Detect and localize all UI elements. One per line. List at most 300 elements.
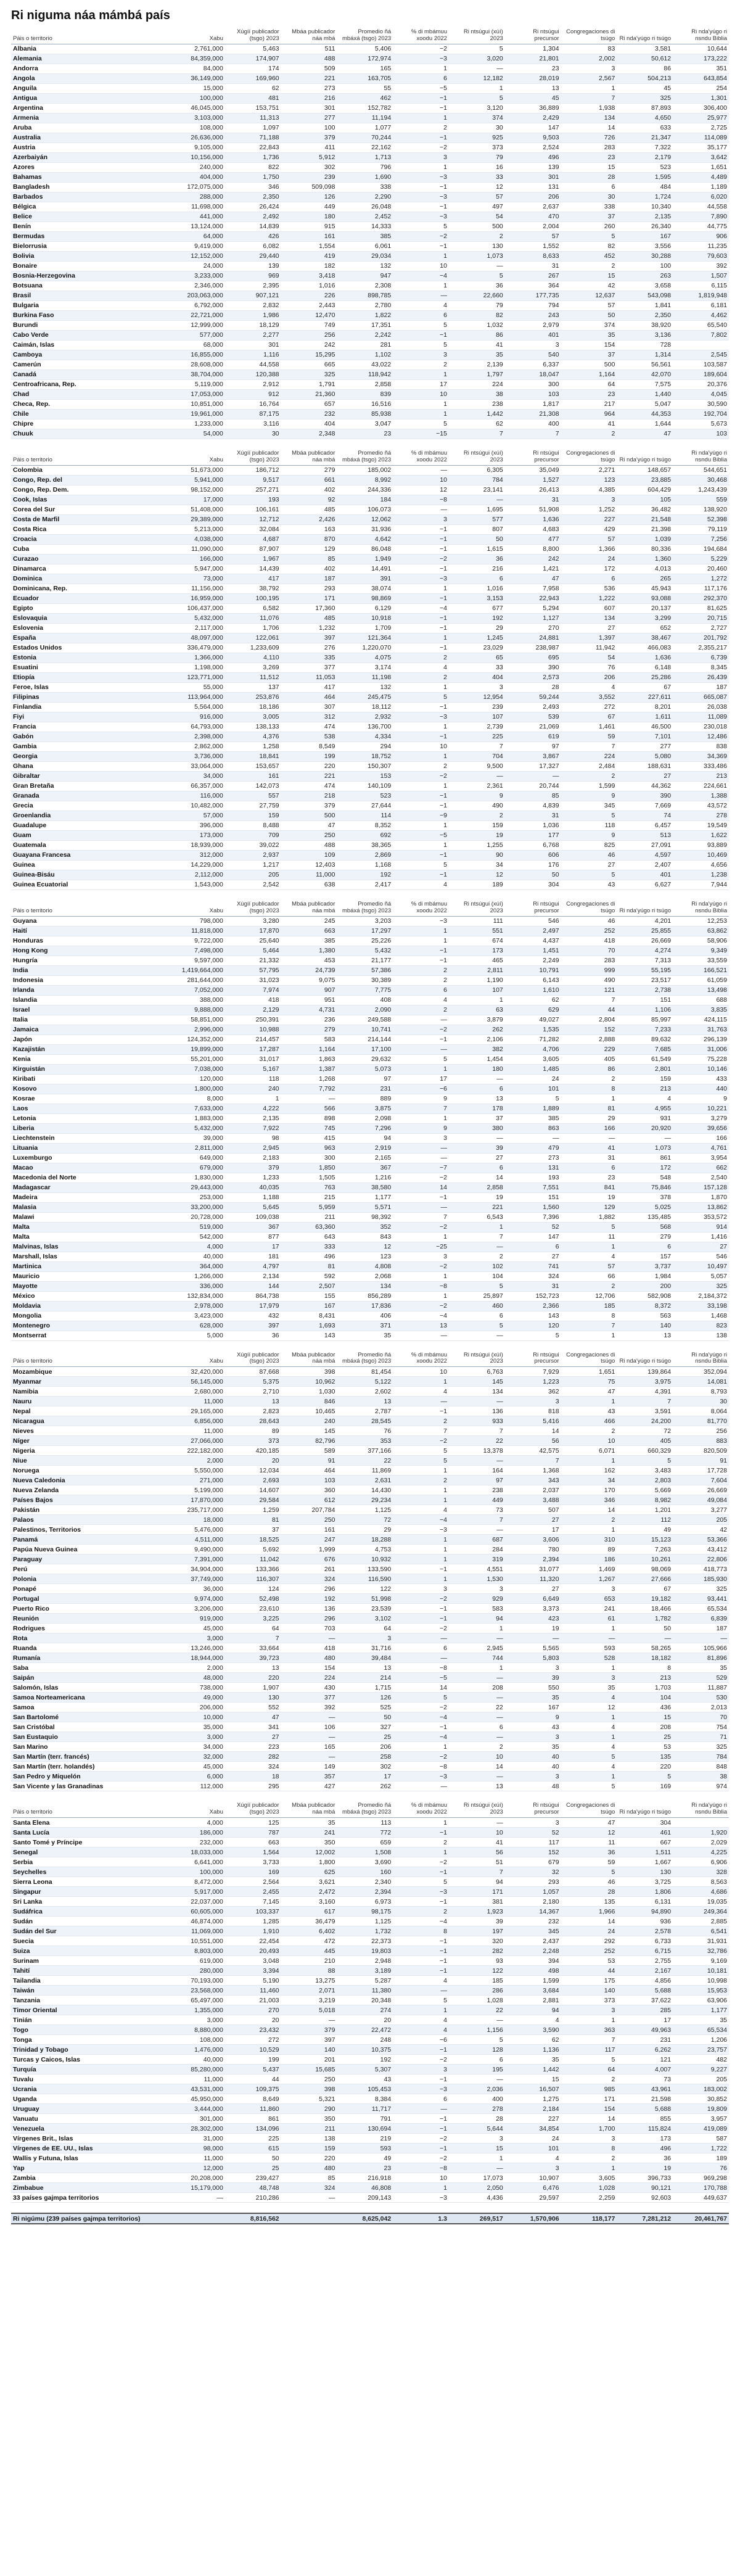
table-cell: 889 <box>337 1094 393 1104</box>
table-cell: 57 <box>561 1261 617 1271</box>
table-cell: 44,775 <box>673 221 729 231</box>
table-row <box>11 1074 729 1084</box>
table-cell: 11 <box>561 1838 617 1847</box>
table-cell: — <box>449 1673 505 1683</box>
table-cell: 47 <box>617 429 673 439</box>
table-cell: 98,069 <box>617 1564 673 1574</box>
table-cell: 2,452 <box>337 212 393 221</box>
table-cell: 39,484 <box>337 1653 393 1663</box>
table-cell: — <box>449 495 505 505</box>
table-cell: 21,308 <box>505 409 561 419</box>
table-cell: 838 <box>673 741 729 751</box>
table-cell: 679 <box>505 1857 561 1867</box>
table-cell: 687 <box>449 1535 505 1545</box>
table-cell: 396,733 <box>617 2173 673 2183</box>
table-row <box>11 1143 729 1153</box>
table-cell: 1,360 <box>617 554 673 564</box>
table-cell: 7 <box>505 429 561 439</box>
table-cell: 20,728,000 <box>169 1212 225 1222</box>
table-cell: 405 <box>617 1436 673 1446</box>
table-cell: 33,198 <box>673 1301 729 1311</box>
table-cell: 2 <box>393 975 449 985</box>
totals-cell <box>281 2213 337 2224</box>
table-cell: 278 <box>673 811 729 820</box>
table-cell: — <box>449 64 505 73</box>
table-cell: 25 <box>617 1732 673 1742</box>
table-cell: 21,332 <box>225 956 281 965</box>
table-cell: — <box>281 1732 337 1742</box>
table-row <box>11 172 729 182</box>
table-cell: 629 <box>505 1005 561 1015</box>
table-cell: 293 <box>281 584 337 593</box>
table-cell: 248 <box>337 2035 393 2045</box>
table-row <box>11 534 729 544</box>
table-cell: −4 <box>393 1917 449 1926</box>
table-cell: 11,156,000 <box>169 584 225 593</box>
table-cell: 10 <box>393 741 449 751</box>
table-cell: −1 <box>393 1406 449 1416</box>
table-cell: 1,806 <box>617 1887 673 1897</box>
table-cell: 135,485 <box>617 1212 673 1222</box>
table-cell: 67 <box>617 1584 673 1594</box>
country-name: Corea del Sur <box>11 505 169 514</box>
table-cell: 419 <box>281 251 337 261</box>
table-cell: 1,468 <box>673 1311 729 1321</box>
table-cell: 3,203 <box>337 916 393 926</box>
table-cell: 364,000 <box>169 1261 225 1271</box>
table-row <box>11 2193 729 2203</box>
table-cell: 929 <box>449 1594 505 1604</box>
table-cell: — <box>281 1752 337 1762</box>
table-cell: 20,137 <box>617 603 673 613</box>
table-cell: 470 <box>505 212 561 221</box>
table-cell: 3,280 <box>225 916 281 926</box>
table-cell: 239,427 <box>225 2173 281 2183</box>
table-cell: 1,469 <box>561 1564 617 1574</box>
table-cell: — <box>449 771 505 781</box>
table-cell: 1,421 <box>505 564 561 574</box>
table-cell: 2 <box>393 1838 449 1847</box>
table-cell: 129 <box>281 544 337 554</box>
table-cell: 1 <box>393 1535 449 1545</box>
country-name: Santa Lucía <box>11 1828 169 1838</box>
table-cell: 94 <box>505 2005 561 2015</box>
table-cell: 3,690 <box>337 1857 393 1867</box>
table-cell: 5,673 <box>673 419 729 429</box>
table-cell: 6 <box>449 1722 505 1732</box>
table-row <box>11 1331 729 1340</box>
table-cell: 2,803 <box>617 1476 673 1485</box>
table-row <box>11 613 729 623</box>
column-header: Xúgíí publicador (tsgo) 2023 <box>225 1351 281 1367</box>
table-cell: 22,721,000 <box>169 310 225 320</box>
table-cell: 112 <box>617 1515 673 1525</box>
table-cell: 85 <box>281 554 337 564</box>
table-cell: 22 <box>449 1436 505 1446</box>
table-cell: 138,133 <box>225 722 281 732</box>
table-cell: 346 <box>225 182 281 192</box>
table-cell: −6 <box>393 1084 449 1094</box>
table-cell: 240 <box>281 1416 337 1426</box>
table-cell: 143 <box>281 1331 337 1340</box>
table-row <box>11 1113 729 1123</box>
table-cell: 509,098 <box>281 182 337 192</box>
table-row <box>11 1781 729 1791</box>
table-cell: 189,604 <box>673 369 729 379</box>
table-cell: 379 <box>281 133 337 142</box>
country-name: Tailandia <box>11 1976 169 1986</box>
table-cell: 7 <box>505 1456 561 1466</box>
table-cell: 583 <box>281 1034 337 1044</box>
table-cell: 267 <box>505 271 561 281</box>
table-cell: 93,088 <box>617 593 673 603</box>
table-cell: 65,534 <box>673 2025 729 2035</box>
table-cell: 21,177 <box>337 956 393 965</box>
table-cell: 23 <box>561 1173 617 1183</box>
table-cell: 3,153 <box>449 593 505 603</box>
table-cell: 8 <box>393 1926 449 1936</box>
table-cell: 83 <box>561 44 617 54</box>
country-name: Guyana <box>11 916 169 926</box>
country-name: Mayotte <box>11 1281 169 1291</box>
table-cell: 324 <box>281 1574 337 1584</box>
table-cell: — <box>393 1331 449 1340</box>
table-cell: 24,000 <box>169 261 225 271</box>
table-cell: 13 <box>393 1321 449 1331</box>
table-cell: 661 <box>281 475 337 485</box>
table-cell: 2,290 <box>337 192 393 202</box>
table-cell: 182 <box>281 261 337 271</box>
table-cell: 2,271 <box>561 465 617 475</box>
country-name: Nepal <box>11 1406 169 1416</box>
table-cell: 951 <box>281 995 337 1005</box>
table-cell: −1 <box>393 2124 449 2134</box>
table-row <box>11 1926 729 1936</box>
table-cell: 98,000 <box>169 2144 225 2153</box>
table-cell: 43 <box>561 880 617 890</box>
table-cell: 14,081 <box>673 1377 729 1387</box>
table-row <box>11 1887 729 1897</box>
table-cell: 1 <box>393 781 449 791</box>
table-cell: 3,000 <box>169 1732 225 1742</box>
table-cell: 117 <box>505 1838 561 1847</box>
table-cell: 933 <box>449 1416 505 1426</box>
table-cell: 148,657 <box>617 465 673 475</box>
table-cell: 2,739 <box>449 722 505 732</box>
country-name: Senegal <box>11 1847 169 1857</box>
table-cell: 27,759 <box>225 801 281 811</box>
table-cell: −1 <box>393 2074 449 2084</box>
table-cell: −1 <box>393 2144 449 2153</box>
table-cell: 242 <box>281 340 337 350</box>
table-cell: 262 <box>449 1025 505 1034</box>
table-cell: 931 <box>617 1113 673 1123</box>
country-name: Gabón <box>11 732 169 741</box>
table-cell: 3 <box>505 340 561 350</box>
table-cell: 44,558 <box>225 360 281 369</box>
table-cell: 1 <box>393 162 449 172</box>
table-cell: 219 <box>337 2134 393 2144</box>
table-row <box>11 1291 729 1301</box>
country-name: Malawi <box>11 1212 169 1222</box>
table-cell: 47 <box>281 820 337 830</box>
totals-cell: 269,517 <box>449 2213 505 2224</box>
table-cell: 11,000 <box>169 2074 225 2084</box>
table-cell: 5 <box>449 1281 505 1291</box>
table-cell: 223 <box>225 1742 281 1752</box>
table-cell: 13 <box>225 1397 281 1406</box>
table-cell: 162 <box>561 1466 617 1476</box>
table-cell: 187 <box>281 574 337 584</box>
table-cell: 194,684 <box>673 544 729 554</box>
table-cell: 4,038,000 <box>169 534 225 544</box>
table-cell: 1,693 <box>281 1321 337 1331</box>
table-cell: 466 <box>561 1416 617 1426</box>
table-cell: 216,918 <box>337 2173 393 2183</box>
table-cell: 27 <box>505 1584 561 1594</box>
table-cell: 13 <box>617 1331 673 1340</box>
table-row <box>11 103 729 113</box>
table-cell: 52,398 <box>673 514 729 524</box>
table-cell: 424,115 <box>673 1015 729 1025</box>
table-cell: 3,867 <box>505 751 561 761</box>
table-cell: 45 <box>617 83 673 93</box>
table-cell: 290 <box>281 2104 337 2114</box>
table-cell: 185 <box>449 1976 505 1986</box>
table-cell: 85,280,000 <box>169 2065 225 2074</box>
table-cell: 199 <box>225 2055 281 2065</box>
table-cell: 136 <box>281 1604 337 1614</box>
column-header: Ri nda'yúgo ri tsúgo <box>617 1801 673 1817</box>
table-cell: 4 <box>393 2015 449 2025</box>
table-cell: 823 <box>673 1321 729 1331</box>
table-cell: 7 <box>617 1397 673 1406</box>
table-cell: 709 <box>225 830 281 840</box>
table-cell: 1,266,000 <box>169 1271 225 1281</box>
table-cell: 23 <box>337 2163 393 2173</box>
table-cell: −1 <box>393 1564 449 1574</box>
table-cell: 292,370 <box>673 593 729 603</box>
table-cell: 10,181 <box>673 1966 729 1976</box>
table-cell: 71,188 <box>225 133 281 142</box>
country-name: Marshall, Islas <box>11 1252 169 1261</box>
table-cell: 187 <box>673 682 729 692</box>
table-cell: 3,642 <box>673 152 729 162</box>
table-row <box>11 1703 729 1712</box>
table-cell: 206 <box>561 672 617 682</box>
table-cell: 371 <box>337 1321 393 1331</box>
table-cell: 5,463 <box>225 44 281 54</box>
table-cell: 101 <box>505 2144 561 2153</box>
table-cell: 490 <box>449 801 505 811</box>
table-row <box>11 1545 729 1554</box>
table-cell: 123 <box>561 475 617 485</box>
country-name: Alemania <box>11 54 169 64</box>
table-cell: 22 <box>449 2005 505 2015</box>
report-sections <box>11 28 729 2203</box>
table-cell: 325 <box>673 1281 729 1291</box>
table-cell: 9 <box>393 1123 449 1133</box>
table-cell: — <box>505 771 561 781</box>
table-cell: 7,575 <box>617 379 673 389</box>
country-name: Noruega <box>11 1466 169 1476</box>
table-cell: 41 <box>561 419 617 429</box>
country-name: Nueva Zelanda <box>11 1485 169 1495</box>
table-cell: 6 <box>561 574 617 584</box>
table-cell: 106,437,000 <box>169 603 225 613</box>
table-cell: 27,666 <box>617 1574 673 1584</box>
table-cell: 1,201 <box>617 1505 673 1515</box>
table-cell: 2,945 <box>225 1143 281 1153</box>
table-cell: 177,735 <box>505 291 561 300</box>
table-cell: 21,069 <box>505 722 561 732</box>
table-cell: 2,180 <box>505 1897 561 1907</box>
table-cell: 70 <box>561 946 617 956</box>
table-row <box>11 1311 729 1321</box>
table-cell: 235,717,000 <box>169 1505 225 1515</box>
table-cell: 4,045 <box>673 389 729 399</box>
table-cell: 1,800,000 <box>169 1084 225 1094</box>
table-cell: 2,248 <box>505 1946 561 1956</box>
table-cell: 8,345 <box>673 663 729 672</box>
table-cell: 214 <box>337 1673 393 1683</box>
table-cell: 126 <box>281 192 337 202</box>
table-cell: 877 <box>225 1232 281 1242</box>
table-cell: 5,057 <box>673 1271 729 1281</box>
table-cell: 230,018 <box>673 722 729 732</box>
table-cell: 58,265 <box>617 1643 673 1653</box>
column-header: Páis o territorio <box>11 449 169 465</box>
table-cell: 2,013 <box>673 1703 729 1712</box>
table-cell: 29 <box>449 623 505 633</box>
country-name: Portugal <box>11 1594 169 1604</box>
table-cell: 485 <box>281 613 337 623</box>
table-cell: 124 <box>225 1584 281 1594</box>
table-cell: 11,460 <box>225 1986 281 1996</box>
table-row <box>11 1505 729 1515</box>
table-cell: 301,000 <box>169 2114 225 2124</box>
table-cell: 1,268 <box>281 1074 337 1084</box>
country-name: Bélgica <box>11 202 169 212</box>
table-cell: 462 <box>337 93 393 103</box>
country-name: Eslovaquia <box>11 613 169 623</box>
table-cell: 2 <box>393 123 449 133</box>
table-cell: 528 <box>561 1653 617 1663</box>
table-cell: 24 <box>505 1074 561 1084</box>
table-cell: 310 <box>561 1535 617 1545</box>
table-cell: 3,219 <box>281 1996 337 2005</box>
country-name: Costa de Marfil <box>11 514 169 524</box>
table-cell: 32,420,000 <box>169 1367 225 1377</box>
country-name: Suiza <box>11 1946 169 1956</box>
table-cell: 39,656 <box>673 1123 729 1133</box>
table-cell: 2,167 <box>617 1966 673 1976</box>
table-cell: — <box>449 1525 505 1535</box>
table-cell: 160 <box>337 1867 393 1877</box>
country-name: Italia <box>11 1015 169 1025</box>
table-cell: 1,644 <box>617 419 673 429</box>
table-cell: 7,145 <box>225 1897 281 1907</box>
table-cell: 325 <box>673 1584 729 1594</box>
table-cell: 94 <box>337 1133 393 1143</box>
table-cell: 2,112,000 <box>169 870 225 880</box>
table-cell: 2,068 <box>337 1271 393 1281</box>
table-cell: 25 <box>337 1732 393 1742</box>
table-cell: 44,362 <box>617 781 673 791</box>
table-row <box>11 310 729 320</box>
table-cell: 16,764 <box>225 399 281 409</box>
table-cell: 2,492 <box>225 212 281 221</box>
table-cell: 81 <box>281 1261 337 1271</box>
table-row <box>11 1877 729 1887</box>
table-cell: 174 <box>225 64 281 73</box>
table-cell: −1 <box>393 1897 449 1907</box>
table-cell: 772 <box>337 1828 393 1838</box>
table-cell: — <box>393 1633 449 1643</box>
table-cell: 1,750 <box>225 172 281 182</box>
table-cell: −1 <box>393 613 449 623</box>
table-cell: 11,053 <box>281 672 337 682</box>
table-cell: 13 <box>505 83 561 93</box>
column-header: Ri ntsúgui (xúí) 2023 <box>449 449 505 465</box>
table-cell: 3,048 <box>225 1956 281 1966</box>
table-row <box>11 1673 729 1683</box>
table-cell: 36 <box>449 554 505 564</box>
table-cell: 4 <box>393 995 449 1005</box>
column-header: Promedio ñá mbáxá (tsgo) 2023 <box>337 449 393 465</box>
table-cell: 550 <box>505 1683 561 1693</box>
table-cell: 8,563 <box>673 1877 729 1887</box>
table-cell: −1 <box>393 2114 449 2124</box>
table-cell: 2,098 <box>337 1113 393 1123</box>
table-cell: 2,004 <box>505 221 561 231</box>
table-cell: 472 <box>281 1936 337 1946</box>
table-row <box>11 1173 729 1183</box>
table-cell: 1,543,000 <box>169 880 225 890</box>
table-cell: 24,200 <box>617 1416 673 1426</box>
table-cell: — <box>449 1074 505 1084</box>
totals-cell: 7,281,212 <box>617 2213 673 2224</box>
table-cell: 46 <box>561 916 617 926</box>
table-cell: 319 <box>449 1554 505 1564</box>
table-cell: 23,517 <box>617 975 673 985</box>
table-cell: 841 <box>561 1183 617 1192</box>
table-cell: 4,437 <box>505 936 561 946</box>
table-cell: 17 <box>393 379 449 389</box>
table-row <box>11 1574 729 1584</box>
table-cell: 417 <box>225 574 281 584</box>
column-header: Congregaciones di tsúgo <box>561 900 617 916</box>
table-cell: 273 <box>505 1153 561 1163</box>
header-row <box>11 449 729 465</box>
table-cell: 46,808 <box>337 2183 393 2193</box>
table-cell: 135 <box>561 1897 617 1907</box>
table-cell: 46 <box>561 850 617 860</box>
column-header: Ri nda'yúgo ri tsúgo <box>617 449 673 465</box>
table-cell: 1,039 <box>617 534 673 544</box>
table-row <box>11 221 729 231</box>
table-cell: 1,028 <box>449 1996 505 2005</box>
table-cell: — <box>281 1633 337 1643</box>
table-cell: 692 <box>337 830 393 840</box>
table-cell: 67 <box>617 682 673 692</box>
table-cell: 134 <box>449 1387 505 1397</box>
table-cell: 54 <box>449 212 505 221</box>
table-cell: 3,488 <box>505 1495 561 1505</box>
table-cell: 9,105,000 <box>169 142 225 152</box>
table-cell: 17 <box>225 1242 281 1252</box>
table-cell: 245 <box>281 916 337 926</box>
